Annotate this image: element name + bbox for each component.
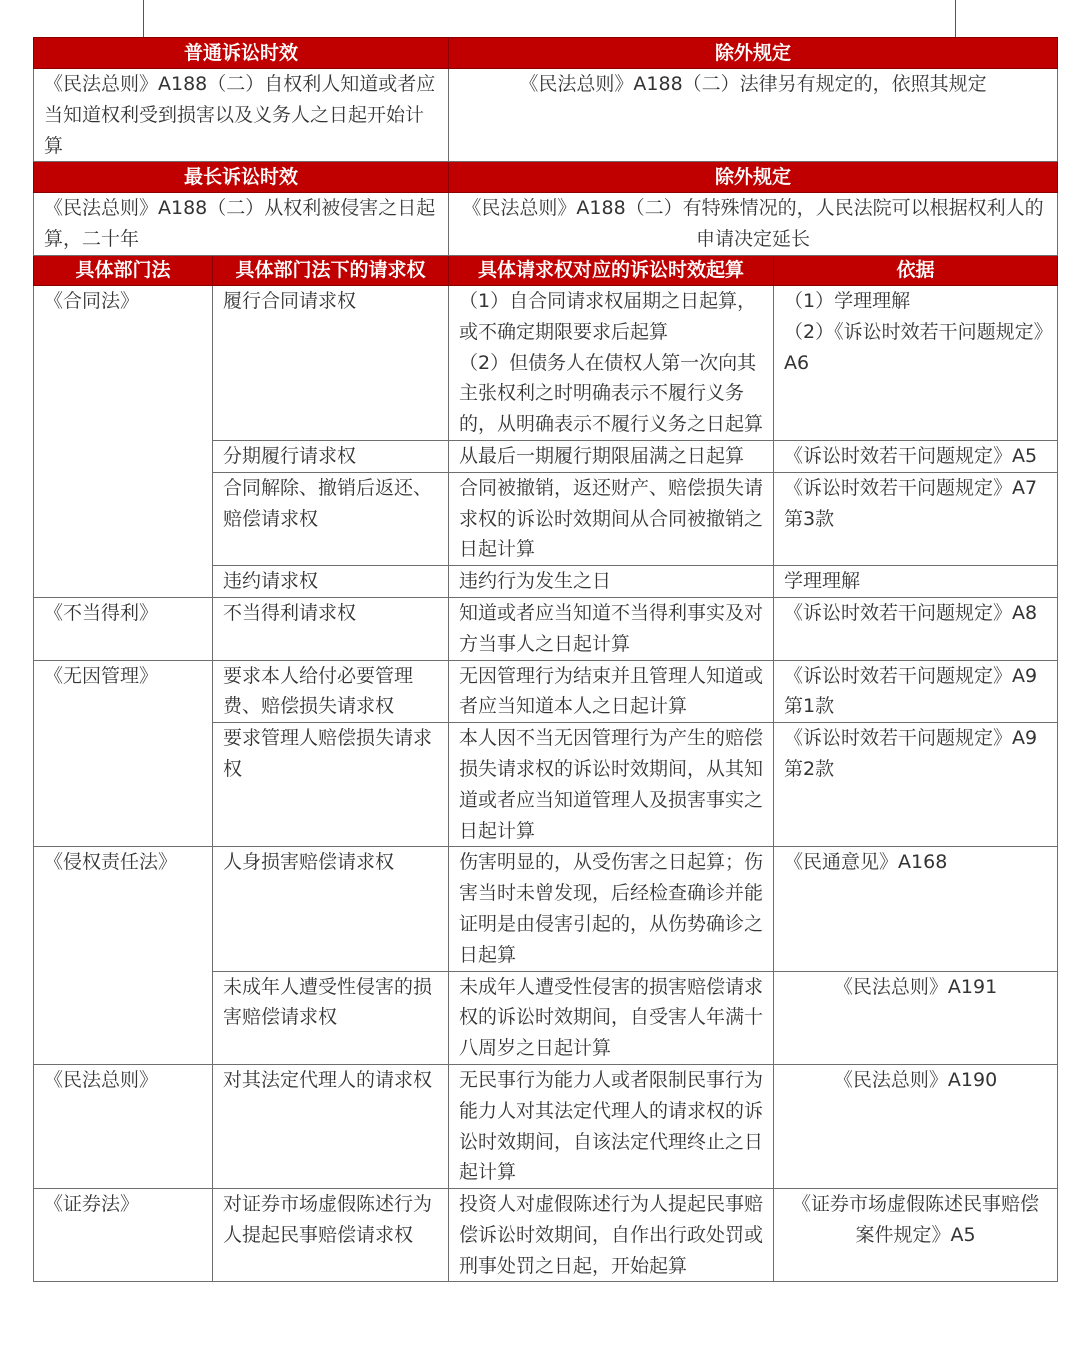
claim-cell: 不当得利请求权 [213,597,449,660]
claim-cell: 要求本人给付必要管理费、赔偿损失请求权 [213,660,449,723]
start-cell: 投资人对虚假陈述行为人提起民事赔偿诉讼时效期间，自作出行政处罚或刑事处罚之日起，开始起算 [449,1189,774,1282]
table-row [34,660,1058,723]
claim-cell: 人身损害赔偿请求权 [213,847,449,971]
start-cell: 违约行为发生之日 [449,566,774,598]
column-header-law: 具体部门法 [34,255,213,285]
start-cell: （1）自合同请求权届期之日起算，或不确定期限要求后起算 （2）但债务人在债权人第一次向其主张权利之时明确表示不履行义务的，从明确表示不履行义务之日起算 [449,285,774,440]
column-header-basis: 依据 [774,255,1058,285]
claim-cell: 要求管理人赔偿损失请求权 [213,723,449,847]
basis-cell: 《诉讼时效若干问题规定》A9第1款 [774,660,1058,723]
basis-cell: 《诉讼时效若干问题规定》A7第3款 [774,472,1058,565]
longest-limitation-text: 《民法总则》A188（二）从权利被侵害之日起算，二十年 [34,193,449,256]
general-exception-header: 除外规定 [449,38,1058,69]
connector-line-left [143,0,144,37]
start-cell: 无民事行为能力人或者限制民事行为能力人对其法定代理人的请求权的诉讼时效期间，自该法定代理终止之日起计算 [449,1064,774,1188]
claim-cell: 合同解除、撤销后返还、赔偿请求权 [213,472,449,565]
law-cell: 《民法总则》 [34,1064,213,1188]
claim-cell: 履行合同请求权 [213,285,449,440]
general-limitation-header: 普通诉讼时效 [34,38,449,69]
start-cell: 合同被撤销，返还财产、赔偿损失请求权的诉讼时效期间从合同被撤销之日起计算 [449,472,774,565]
table-row [34,1189,1058,1282]
claim-cell: 对证券市场虚假陈述行为人提起民事赔偿请求权 [213,1189,449,1282]
basis-cell: 《诉讼时效若干问题规定》A9第2款 [774,723,1058,847]
longest-limitation-row [34,193,1058,256]
law-cell: 《不当得利》 [34,597,213,660]
general-limitation-header-row [34,38,1058,69]
connector-line-right [955,0,956,37]
table-row [34,1064,1058,1188]
longest-exception-header: 除外规定 [449,162,1058,193]
basis-cell: 《民通意见》A168 [774,847,1058,971]
law-cell: 《无因管理》 [34,660,213,847]
table-row [34,597,1058,660]
longest-exception-text: 《民法总则》A188（二）有特殊情况的，人民法院可以根据权利人的申请决定延长 [449,193,1058,256]
start-cell: 无因管理行为结束并且管理人知道或者应当知道本人之日起计算 [449,660,774,723]
start-cell: 本人因不当无因管理行为产生的赔偿损失请求权的诉讼时效期间，从其知道或者应当知道管理人及损害事实之日起计算 [449,723,774,847]
table-row [34,285,1058,440]
start-cell: 知道或者应当知道不当得利事实及对方当事人之日起计算 [449,597,774,660]
basis-cell: 《证券市场虚假陈述民事赔偿案件规定》A5 [774,1189,1058,1282]
start-cell: 从最后一期履行期限届满之日起算 [449,440,774,472]
basis-cell: 《民法总则》A191 [774,971,1058,1064]
table-row [34,847,1058,971]
law-cell: 《合同法》 [34,285,213,597]
claim-cell: 未成年人遭受性侵害的损害赔偿请求权 [213,971,449,1064]
detail-header-row [34,255,1058,285]
claim-cell: 违约请求权 [213,566,449,598]
longest-limitation-header-row [34,162,1058,193]
general-limitation-row [34,69,1058,162]
general-exception-text: 《民法总则》A188（二）法律另有规定的，依照其规定 [449,69,1058,162]
basis-cell: 《诉讼时效若干问题规定》A5 [774,440,1058,472]
start-cell: 未成年人遭受性侵害的损害赔偿请求权的诉讼时效期间，自受害人年满十八周岁之日起计算 [449,971,774,1064]
general-limitation-text: 《民法总则》A188（二）自权利人知道或者应当知道权利受到损害以及义务人之日起开始计算 [34,69,449,162]
law-cell: 《证券法》 [34,1189,213,1282]
claim-cell: 对其法定代理人的请求权 [213,1064,449,1188]
statute-of-limitations-table [33,37,1058,1282]
basis-cell: 学理理解 [774,566,1058,598]
column-header-start: 具体请求权对应的诉讼时效起算 [449,255,774,285]
column-header-claim: 具体部门法下的请求权 [213,255,449,285]
basis-cell: 《诉讼时效若干问题规定》A8 [774,597,1058,660]
start-cell: 伤害明显的，从受伤害之日起算；伤害当时未曾发现，后经检查确诊并能证明是由侵害引起的，从伤势确诊之日起算 [449,847,774,971]
basis-cell: （1）学理理解 （2）《诉讼时效若干问题规定》A6 [774,285,1058,440]
longest-limitation-header: 最长诉讼时效 [34,162,449,193]
law-cell: 《侵权责任法》 [34,847,213,1065]
claim-cell: 分期履行请求权 [213,440,449,472]
basis-cell: 《民法总则》A190 [774,1064,1058,1188]
